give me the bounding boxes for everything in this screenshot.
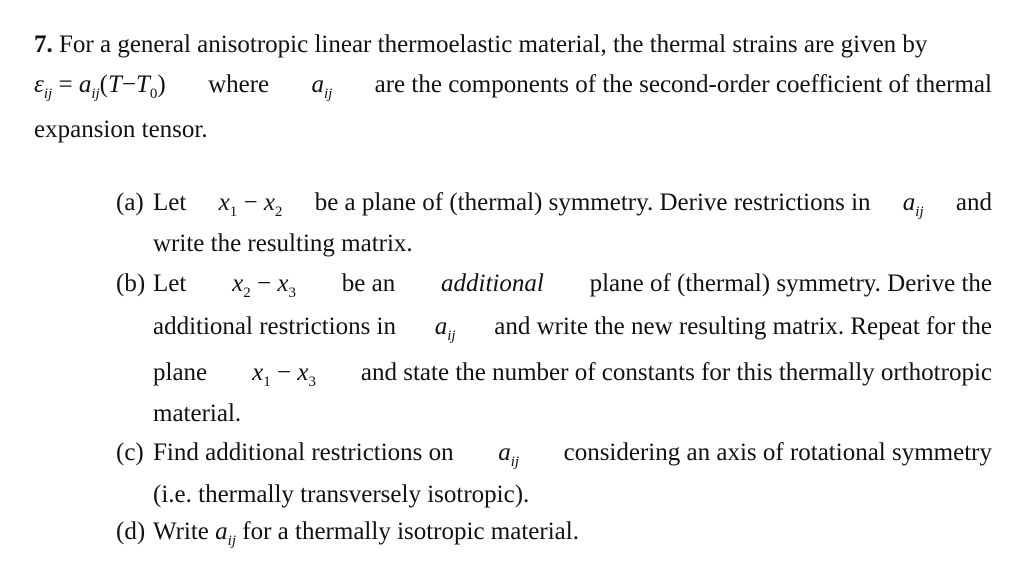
part-d-line-1: [153, 517, 579, 547]
part-c-line-1: [153, 438, 992, 468]
intro-line-2: [34, 70, 992, 100]
strain-equation: [34, 70, 166, 100]
temperature-symbol: T: [107, 71, 122, 98]
part-b-text-3: and state the number of constants for this thermally orthotropic: [360, 359, 992, 386]
intro-line-1: [34, 30, 994, 60]
intro-text-2: are the components of the second-order coefficient of thermal: [374, 71, 992, 98]
part-a-label: (a): [116, 189, 144, 216]
part-c-text-1a: Find additional restrictions on: [153, 439, 454, 466]
part-b-additional-emphasis: additional: [441, 270, 544, 297]
reference-temperature-symbol: T: [136, 71, 150, 98]
part-a-and: and: [955, 189, 992, 216]
problem-number: 7.: [34, 31, 53, 58]
where-word: where: [208, 71, 270, 98]
strain-symbol: ε: [34, 71, 44, 98]
coefficient-inline: $a_{ij}$: [311, 71, 333, 102]
intro-text-3: expansion tensor.: [34, 116, 208, 143]
part-d-coefficient: $a_{ij}$: [215, 518, 237, 549]
paren-open: (: [99, 71, 108, 98]
minus-sign: −: [121, 71, 136, 98]
part-b-line-4: [153, 399, 241, 429]
reference-temperature-subscript: 0: [149, 86, 158, 102]
part-d-text-1b: for a thermally isotropic material.: [242, 518, 579, 545]
part-c-line-2: [153, 480, 529, 510]
part-b-plane-x1-x3: $x_1 - x_3$: [252, 359, 316, 390]
coefficient-subscript: ij: [91, 86, 100, 102]
part-c-text-1b: considering an axis of rotational symmetry: [563, 439, 992, 466]
part-b-line-3: [153, 358, 992, 388]
part-a-plane-x1-x2: $x_1 - x_2$: [218, 189, 283, 220]
strain-subscript: ij: [43, 86, 53, 102]
part-b-coefficient: $a_{ij}$: [434, 313, 456, 344]
part-c-text-2: (i.e. thermally transversely isotropic).: [153, 481, 530, 508]
coefficient-symbol: a: [78, 71, 92, 98]
part-b-plane-x2-x3: $x_2 - x_3$: [232, 270, 296, 301]
part-a-text-2: write the resulting matrix.: [153, 230, 413, 257]
part-b-be-an: be an: [341, 270, 396, 297]
part-a-let: Let: [153, 189, 187, 216]
part-b-text-4: material.: [153, 400, 242, 427]
part-b-text-2a: additional restrictions in: [153, 313, 397, 340]
part-b-line-2: [153, 312, 992, 342]
part-d-text-1a: Write: [153, 518, 209, 545]
intro-line-3: [34, 115, 208, 145]
part-a-line-2: [153, 229, 413, 259]
part-b-plane-word: plane: [153, 359, 208, 386]
part-b-let: Let: [153, 270, 187, 297]
part-d-label: (d): [116, 518, 146, 545]
intro-text-1: For a general anisotropic linear thermoelastic material, the thermal strains are given by: [59, 31, 928, 58]
part-a-line-1: [153, 188, 992, 218]
part-c-label: (c): [116, 439, 144, 466]
part-a-text-1: be a plane of (thermal) symmetry. Derive restrictions in: [314, 189, 871, 216]
part-b-line-1: [153, 269, 992, 299]
part-b-text-2b: and write the new resulting matrix. Repeat for the: [494, 313, 992, 340]
part-b-label: (b): [116, 270, 146, 297]
part-a-coefficient: $a_{ij}$: [902, 189, 924, 220]
part-c-coefficient: $a_{ij}$: [498, 439, 520, 470]
part-b-text-1: plane of (thermal) symmetry. Derive the: [589, 270, 992, 297]
equals-sign: =: [58, 71, 73, 98]
paren-close: ): [157, 71, 166, 98]
